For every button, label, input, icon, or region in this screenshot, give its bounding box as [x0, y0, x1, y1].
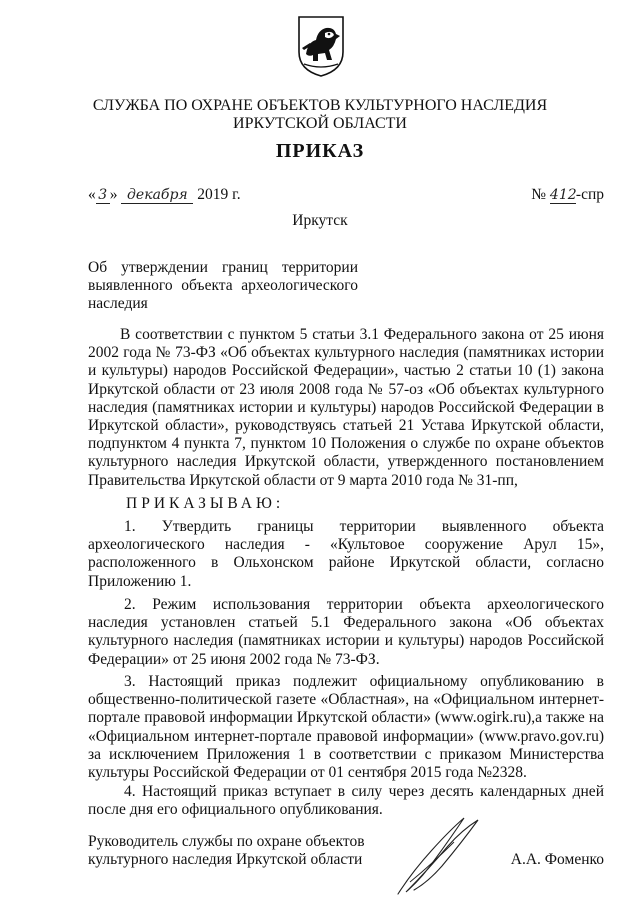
date-month: декабря — [121, 187, 193, 204]
document-date — [88, 186, 241, 204]
document-title: ПРИКАЗ — [275, 140, 365, 162]
date-year: 2019 г. — [197, 186, 241, 203]
order-item-1: 1. Утвердить границы территории выявленного объекта археологического наследия - «Культовое сооружение Арул 15», расположенного в Ольхонском районе Иркутской области, согласно Приложению 1. — [88, 518, 604, 590]
coat-of-arms-icon — [296, 14, 346, 78]
preamble-paragraph: В соответствии с пунктом 5 статьи 3.1 Федерального закона от 25 июня 2002 года № 73-ФЗ «Об объектах культурного наследия (памятниках истории и культуры) народов Российской Федерации», частью 2 статьи 10 (1) закона Иркутской области от 23 июля 2008 года № 57-оз «Об объектах культурного наследия (памятниках истории и культуры) народов Российской Федерации в Иркутской области», руководствуясь статьей 21 Устава Иркутской области, подпунктом 4 пункта 7, пунктом 10 Положения о службе по охране объектов культурного наследия Иркутской области, утвержденного постановлением Правительства Иркутской области от 9 марта 2010 года № 31-пп, — [88, 326, 604, 489]
date-open-quote: « — [88, 186, 96, 203]
number-suffix: -спр — [575, 186, 604, 203]
signatory-position-line1: Руководитель службы по охране объектов — [88, 833, 365, 850]
city: Иркутск — [292, 212, 348, 229]
order-item-2: 2. Режим использования территории объекта археологического наследия установлен статьей 5.1 Федерального закона «Об объектах культурного наследия (памятниках истории и культуры) народов Российской Федерации» от 25 июня 2002 года № 73-ФЗ. — [88, 596, 604, 668]
handwritten-signature — [392, 812, 484, 900]
order-item-4: 4. Настоящий приказ вступает в силу через десять календарных дней после дня его официального опубликования. — [88, 783, 604, 819]
signatory-name: А.А. Фоменко — [510, 851, 604, 868]
date-close-quote: » — [109, 186, 118, 203]
organization-name: СЛУЖБА ПО ОХРАНЕ ОБЪЕКТОВ КУЛЬТУРНОГО НАСЛЕДИЯ — [92, 97, 548, 114]
document-subject: Об утверждении границ территории выявленного объекта археологического наследия — [88, 259, 358, 313]
number-value: 412 — [549, 187, 577, 203]
signatory-position-line2: культурного наследия Иркутской области — [88, 851, 363, 869]
number-prefix: № — [531, 186, 547, 203]
order-word: ПРИКАЗЫВАЮ: — [126, 495, 285, 512]
order-item-3: 3. Настоящий приказ подлежит официальному опубликованию в общественно-политической газете «Областная», на «Официальном интернет-портале правовой информации Иркутской области» (www.ogirk.ru),а также на «Официальном интернет-портале правовой информации» (www.pravo.gov.ru) за исключением Приложения 1 в соответствии с приказом Министерства культуры Российской Федерации от 01 сентября 2015 года №2328. — [88, 673, 604, 782]
document-number — [531, 186, 604, 204]
organization-region: ИРКУТСКОЙ ОБЛАСТИ — [233, 115, 407, 132]
signatory-position — [88, 833, 365, 869]
date-day: 3 — [96, 187, 110, 204]
